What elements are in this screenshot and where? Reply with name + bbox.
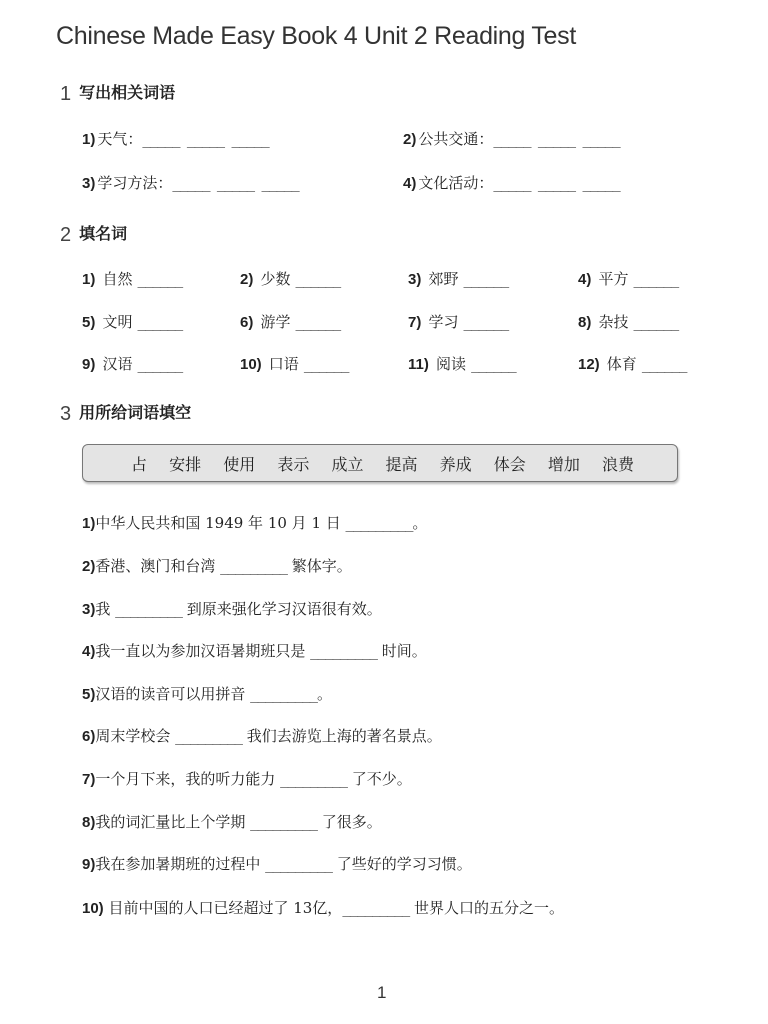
item-number: 6) xyxy=(82,728,96,745)
section-number: 2 xyxy=(60,224,72,246)
item-text: 到原来强化学习汉语很有效。 xyxy=(181,600,382,618)
answer-blank[interactable]: ______ xyxy=(295,272,341,288)
item-number: 5) xyxy=(82,314,96,331)
answer-blank[interactable]: _________ xyxy=(345,516,413,532)
item-number: 4) xyxy=(403,175,417,192)
answer-blank[interactable]: ______ xyxy=(641,357,687,373)
answer-blank[interactable]: _____ _____ _____ xyxy=(493,176,620,192)
page-title: Chinese Made Easy Book 4 Unit 2 Reading Test xyxy=(56,22,576,50)
item-text: 公共交通： xyxy=(418,130,494,148)
item-number: 6) xyxy=(240,314,254,331)
fill-in-item xyxy=(82,555,352,576)
word-bank-item: 养成 xyxy=(439,455,472,474)
item-number: 2) xyxy=(82,558,96,575)
question-item xyxy=(408,311,508,332)
item-number: 5) xyxy=(82,686,96,703)
section-1-heading xyxy=(60,80,175,106)
word-bank-item: 表示 xyxy=(277,455,310,474)
item-text: 游学 xyxy=(260,313,291,331)
item-text: 。 xyxy=(412,514,428,532)
item-text: 郊野 xyxy=(428,270,459,288)
item-number: 3) xyxy=(82,601,96,618)
answer-blank[interactable]: _____ _____ _____ xyxy=(493,132,620,148)
question-item xyxy=(240,268,340,289)
item-text: 了不少。 xyxy=(346,770,412,788)
item-number: 1) xyxy=(82,131,96,148)
item-text: 我 xyxy=(95,600,116,618)
item-text: 我在参加暑期班的过程中 xyxy=(95,855,266,873)
item-number: 9) xyxy=(82,356,96,373)
answer-blank[interactable]: _________ xyxy=(250,687,317,703)
answer-blank[interactable]: _________ xyxy=(265,857,332,873)
item-number: 2) xyxy=(403,131,417,148)
item-text: 时间。 xyxy=(376,642,427,660)
word-bank-item: 成立 xyxy=(331,455,364,474)
question-item xyxy=(578,268,678,289)
fill-in-item xyxy=(82,811,382,832)
item-text: 文明 xyxy=(102,313,133,331)
item-number: 11) xyxy=(408,356,429,373)
answer-blank[interactable]: ______ xyxy=(303,357,349,373)
page-number: 1 xyxy=(377,983,387,1002)
item-number: 7) xyxy=(82,771,96,788)
item-text: 了很多。 xyxy=(316,813,382,831)
section-title: 填名词 xyxy=(79,224,128,243)
word-bank-box xyxy=(82,444,678,482)
section-3-heading xyxy=(60,400,191,426)
answer-blank[interactable]: _________ xyxy=(280,772,347,788)
item-text: 体育 xyxy=(606,355,637,373)
item-text: 阅读 xyxy=(435,355,466,373)
word-bank-item: 浪费 xyxy=(601,455,634,474)
item-text: 学习 xyxy=(428,313,459,331)
question-item xyxy=(240,311,340,332)
item-number: 4) xyxy=(82,643,96,660)
item-text: 香港、澳门和台湾 xyxy=(95,557,221,575)
item-text: 我的词汇量比上个学期 xyxy=(95,813,251,831)
question-item xyxy=(408,268,508,289)
word-bank-item: 占 xyxy=(131,455,148,474)
item-number: 8) xyxy=(82,814,96,831)
item-text: 我们去游览上海的著名景点。 xyxy=(241,727,442,745)
answer-blank[interactable]: ______ xyxy=(633,315,679,331)
section-number: 3 xyxy=(60,403,72,425)
question-item xyxy=(403,128,620,149)
item-text: 自然 xyxy=(102,270,133,288)
answer-blank[interactable]: _____ _____ _____ xyxy=(172,176,299,192)
item-number: 1) xyxy=(82,271,96,288)
answer-blank[interactable]: _________ xyxy=(250,815,317,831)
fill-in-item xyxy=(82,897,564,918)
fill-in-item xyxy=(82,768,412,789)
answer-blank[interactable]: ______ xyxy=(137,315,183,331)
item-number: 4) xyxy=(578,271,592,288)
section-2-heading xyxy=(60,221,127,247)
question-item xyxy=(82,353,182,374)
question-item xyxy=(408,353,516,374)
word-bank-item: 提高 xyxy=(385,455,418,474)
item-number: 3) xyxy=(408,271,422,288)
word-bank-item: 安排 xyxy=(169,455,202,474)
item-text: 我一直以为参加汉语暑期班只是 xyxy=(95,642,311,660)
word-bank-item: 增加 xyxy=(547,455,580,474)
item-text: 平方 xyxy=(598,270,629,288)
fill-in-item xyxy=(82,853,472,874)
item-number: 12) xyxy=(578,356,600,373)
section-number: 1 xyxy=(60,83,72,105)
answer-blank[interactable]: ______ xyxy=(137,272,183,288)
item-number: 3) xyxy=(82,175,96,192)
fill-in-item xyxy=(82,512,427,533)
item-text: 口语 xyxy=(268,355,299,373)
answer-blank[interactable]: _________ xyxy=(342,901,410,917)
question-item xyxy=(82,128,269,149)
answer-blank[interactable]: _____ _____ _____ xyxy=(142,132,269,148)
item-text: 汉语 xyxy=(102,355,133,373)
word-bank-item: 使用 xyxy=(223,455,256,474)
fill-in-item xyxy=(82,640,427,661)
question-item xyxy=(403,172,620,193)
item-number: 7) xyxy=(408,314,422,331)
item-text: 汉语的读音可以用拼音 xyxy=(95,685,251,703)
answer-blank[interactable]: ______ xyxy=(471,357,516,373)
item-text: 学习方法： xyxy=(97,174,173,192)
section-title: 写出相关词语 xyxy=(79,83,176,102)
item-text: 文化活动： xyxy=(418,174,494,192)
item-text: 一个月下来，我的听力能力 xyxy=(95,770,281,788)
fill-in-item xyxy=(82,683,332,704)
fill-in-item xyxy=(82,725,442,746)
item-number: 8) xyxy=(578,314,592,331)
answer-blank[interactable]: _________ xyxy=(175,729,242,745)
question-item xyxy=(82,172,299,193)
question-item xyxy=(578,353,686,374)
item-text: 天气： xyxy=(97,130,143,148)
item-number: 10) xyxy=(82,900,104,917)
item-text: 世界人口的五分之一。 xyxy=(409,899,564,917)
question-item xyxy=(578,311,678,332)
item-text: 杂技 xyxy=(598,313,629,331)
item-text: 了些好的学习习惯。 xyxy=(331,855,472,873)
word-bank xyxy=(131,452,651,475)
question-item xyxy=(82,268,182,289)
item-text: 目前中国的人口已经超过了 13亿， xyxy=(103,899,343,917)
question-item xyxy=(82,311,182,332)
item-number: 1) xyxy=(82,515,96,532)
item-text: 少数 xyxy=(260,270,291,288)
word-bank-item: 体会 xyxy=(493,455,526,474)
answer-blank[interactable]: _________ xyxy=(115,602,182,618)
item-number: 9) xyxy=(82,856,96,873)
answer-blank[interactable]: _________ xyxy=(220,559,287,575)
section-title: 用所给词语填空 xyxy=(79,403,192,422)
item-number: 10) xyxy=(240,356,262,373)
question-item xyxy=(240,353,348,374)
item-text: 中华人民共和国 1949 年 10 月 1 日 xyxy=(95,514,346,532)
answer-blank[interactable]: ______ xyxy=(463,315,509,331)
answer-blank[interactable]: ______ xyxy=(137,357,183,373)
answer-blank[interactable]: _________ xyxy=(310,644,377,660)
item-text: 。 xyxy=(316,685,332,703)
answer-blank[interactable]: ______ xyxy=(633,272,679,288)
answer-blank[interactable]: ______ xyxy=(295,315,341,331)
item-number: 2) xyxy=(240,271,254,288)
answer-blank[interactable]: ______ xyxy=(463,272,509,288)
item-text: 周末学校会 xyxy=(95,727,176,745)
item-text: 繁体字。 xyxy=(286,557,352,575)
fill-in-item xyxy=(82,598,382,619)
